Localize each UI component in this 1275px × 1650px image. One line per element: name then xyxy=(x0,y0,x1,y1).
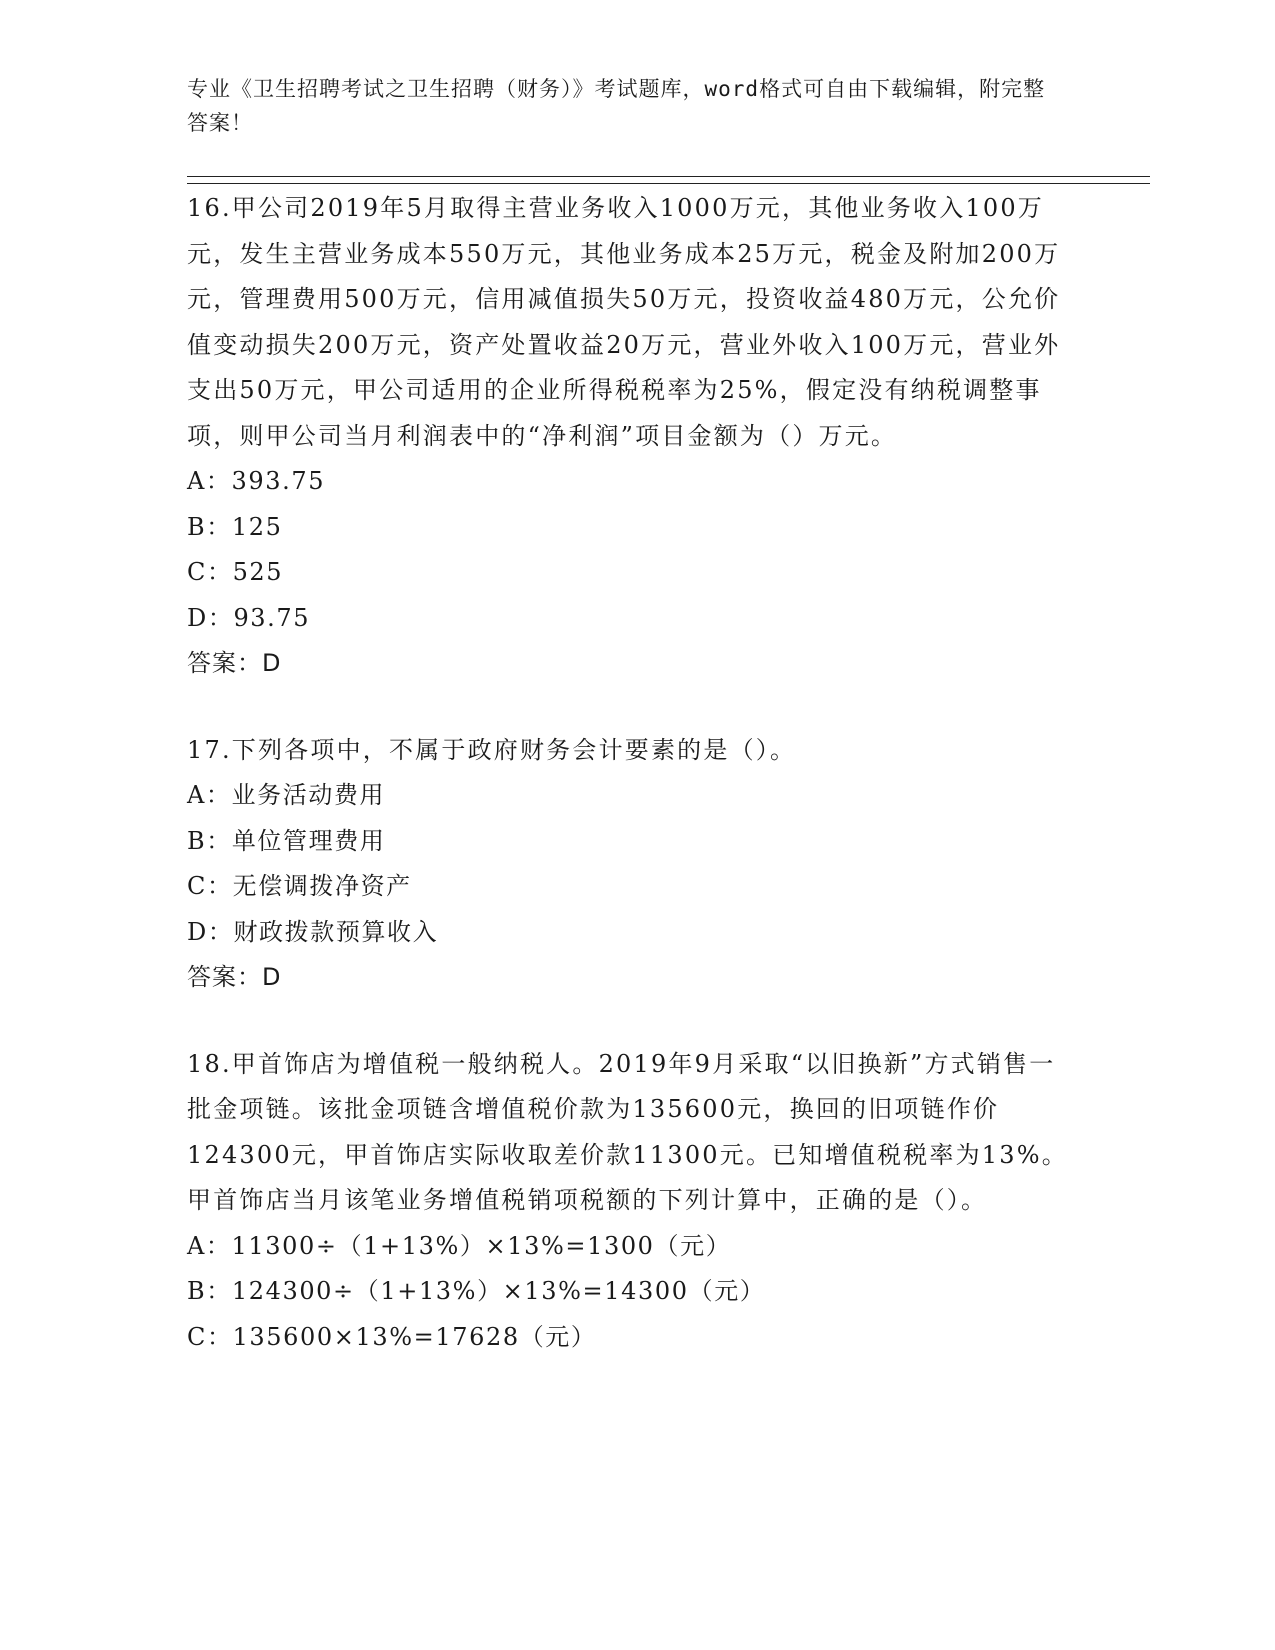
question-spacer xyxy=(187,1001,1077,1042)
question-17 xyxy=(187,728,1077,1001)
answer-line: 答案：D xyxy=(187,649,282,677)
question-16 xyxy=(187,186,1077,687)
question-stem: 18.甲首饰店为增值税一般纳税人。2019年9月采取“以旧换新”方式销售一批金项链。该批金项链含增值税价款为135600元，换回的旧项链作价124300元，甲首饰店实际收取差价款11300元。已知增值税税率为13%。甲首饰店当月该笔业务增值税销项税额的下列计算中，正确的是（）。 xyxy=(187,1049,1068,1214)
option-b: B：单位管理费用 xyxy=(187,826,386,855)
option-c: C：525 xyxy=(187,558,284,586)
option-c: C：135600×13%=17628（元） xyxy=(187,1322,597,1351)
page-header: 专业《卫生招聘考试之卫生招聘（财务）》考试题库，word格式可自由下载编辑，附完整答案！ xyxy=(187,77,1046,135)
option-b: B：125 xyxy=(187,512,283,541)
question-list xyxy=(187,186,1077,1360)
option-c: C：无偿调拨净资产 xyxy=(187,872,412,900)
option-a: A：业务活动费用 xyxy=(187,781,386,809)
question-stem: 17.下列各项中，不属于政府财务会计要素的是（）。 xyxy=(187,735,797,764)
answer-line: 答案：D xyxy=(187,963,282,991)
question-18 xyxy=(187,1042,1077,1361)
option-a: A：11300÷（1+13%）×13%=1300（元） xyxy=(187,1231,732,1260)
option-d: D：财政拨款预算收入 xyxy=(187,917,439,946)
question-stem: 16.甲公司2019年5月取得主营业务收入1000万元，其他业务收入100万元，发生主营业务成本550万元，其他业务成本25万元，税金及附加200万元，管理费用500万元，信用减值损失50万元，投资收益480万元，公允价值变动损失200万元，资产处置收益20万元，营业外收入100万元，营业外支出50万元，甲公司适用的企业所得税税率为25%，假定没有纳税调整事项，则甲公司当月利润表中的“净利润”项目金额为（）万元。 xyxy=(187,194,1061,450)
option-b: B：124300÷（1+13%）×13%=14300（元） xyxy=(187,1277,766,1305)
option-d: D：93.75 xyxy=(187,603,311,632)
header-divider xyxy=(187,176,1150,184)
option-a: A：393.75 xyxy=(187,467,326,495)
question-spacer xyxy=(187,687,1077,728)
